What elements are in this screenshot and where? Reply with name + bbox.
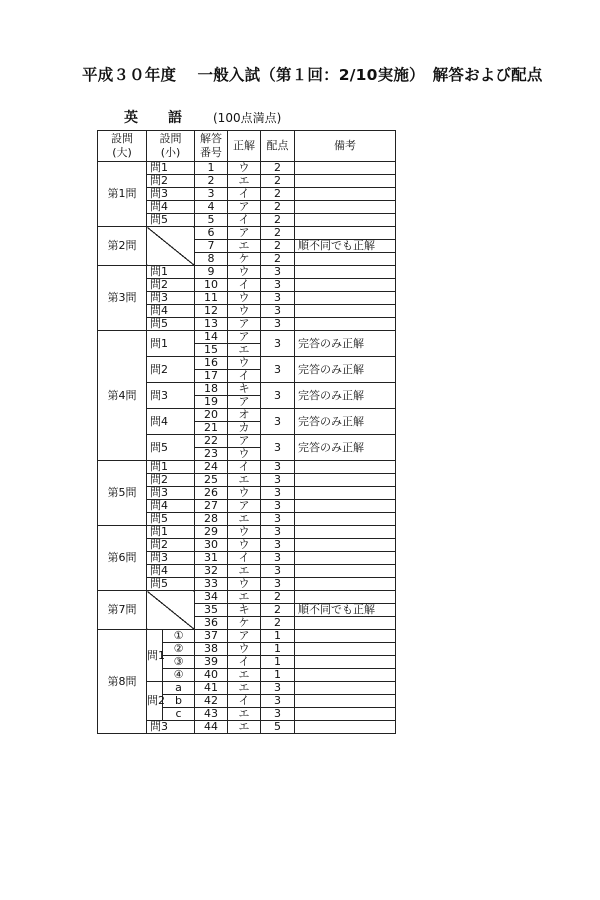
q1-label: 第1問 bbox=[98, 162, 147, 227]
answer-number: 42 bbox=[195, 695, 228, 708]
header-minor: 設問 (小) bbox=[147, 131, 195, 162]
answer-number: 22 bbox=[195, 435, 228, 448]
remark-cell bbox=[295, 201, 396, 214]
header-remarks: 備考 bbox=[295, 131, 396, 162]
answer-value: ケ bbox=[228, 617, 261, 630]
header-points: 配点 bbox=[261, 131, 295, 162]
answer-value: エ bbox=[228, 240, 261, 253]
points-value: 3 bbox=[261, 539, 295, 552]
points-value: 3 bbox=[261, 552, 295, 565]
answer-number: 10 bbox=[195, 279, 228, 292]
points-value: 3 bbox=[261, 526, 295, 539]
table-row bbox=[98, 266, 396, 279]
sub-label: 問1 bbox=[147, 630, 163, 682]
sub-label: 問4 bbox=[147, 565, 195, 578]
remark-cell bbox=[295, 318, 396, 331]
table-row bbox=[98, 461, 396, 474]
sub-label: 問4 bbox=[147, 500, 195, 513]
answer-value: ウ bbox=[228, 526, 261, 539]
remark-cell bbox=[295, 643, 396, 656]
remark-cell: 順不同でも正解 bbox=[295, 240, 396, 253]
remark-cell: 順不同でも正解 bbox=[295, 604, 396, 617]
answer-number: 34 bbox=[195, 591, 228, 604]
sub-label: 問5 bbox=[147, 318, 195, 331]
points-value: 1 bbox=[261, 643, 295, 656]
answer-value: エ bbox=[228, 721, 261, 734]
points-value: 2 bbox=[261, 604, 295, 617]
remark-cell bbox=[295, 279, 396, 292]
answer-value: エ bbox=[228, 682, 261, 695]
remark-cell bbox=[295, 617, 396, 630]
points-value: 1 bbox=[261, 630, 295, 643]
answer-value: イ bbox=[228, 461, 261, 474]
header-answer: 正解 bbox=[228, 131, 261, 162]
answer-value: イ bbox=[228, 188, 261, 201]
diagonal-cell bbox=[147, 591, 195, 630]
points-value: 3 bbox=[261, 331, 295, 357]
remark-cell: 完答のみ正解 bbox=[295, 383, 396, 409]
remark-cell bbox=[295, 578, 396, 591]
answer-number: 7 bbox=[195, 240, 228, 253]
q4-label: 第4問 bbox=[98, 331, 147, 461]
remark-cell bbox=[295, 630, 396, 643]
answer-number: 6 bbox=[195, 227, 228, 240]
answer-value: エ bbox=[228, 669, 261, 682]
q6-label: 第6問 bbox=[98, 526, 147, 591]
sub-label: 問2 bbox=[147, 474, 195, 487]
answer-value: ウ bbox=[228, 266, 261, 279]
points-value: 1 bbox=[261, 669, 295, 682]
points-value: 3 bbox=[261, 279, 295, 292]
answer-value: キ bbox=[228, 604, 261, 617]
answer-number: 35 bbox=[195, 604, 228, 617]
answer-value: イ bbox=[228, 695, 261, 708]
answer-value: ア bbox=[228, 331, 261, 344]
answer-value: ウ bbox=[228, 578, 261, 591]
sub-label: 問5 bbox=[147, 513, 195, 526]
sub-label: 問5 bbox=[147, 578, 195, 591]
sub-label: 問3 bbox=[147, 383, 195, 409]
points-value: 2 bbox=[261, 214, 295, 227]
item-label: a bbox=[163, 682, 195, 695]
remark-cell bbox=[295, 175, 396, 188]
answer-number: 43 bbox=[195, 708, 228, 721]
sub-label: 問2 bbox=[147, 539, 195, 552]
answer-value: ウ bbox=[228, 539, 261, 552]
points-value: 3 bbox=[261, 578, 295, 591]
sub-label: 問2 bbox=[147, 357, 195, 383]
answer-value: ア bbox=[228, 396, 261, 409]
answer-number: 1 bbox=[195, 162, 228, 175]
item-label: b bbox=[163, 695, 195, 708]
answer-number: 30 bbox=[195, 539, 228, 552]
item-label: ① bbox=[163, 630, 195, 643]
answer-number: 16 bbox=[195, 357, 228, 370]
table-header-row bbox=[98, 131, 396, 162]
header-major: 設問 (大) bbox=[98, 131, 147, 162]
answer-number: 21 bbox=[195, 422, 228, 435]
answer-number: 12 bbox=[195, 305, 228, 318]
answer-number: 29 bbox=[195, 526, 228, 539]
points-value: 3 bbox=[261, 409, 295, 435]
q8-label: 第8問 bbox=[98, 630, 147, 734]
page-title: 平成３０年度 一般入試（第１回：2/10実施） 解答および配点 bbox=[82, 66, 543, 84]
remark-cell: 完答のみ正解 bbox=[295, 435, 396, 461]
answer-number: 11 bbox=[195, 292, 228, 305]
answer-value: エ bbox=[228, 474, 261, 487]
answer-value: ア bbox=[228, 201, 261, 214]
answer-number: 31 bbox=[195, 552, 228, 565]
sub-label: 問4 bbox=[147, 201, 195, 214]
points-value: 3 bbox=[261, 305, 295, 318]
points-value: 3 bbox=[261, 435, 295, 461]
points-value: 2 bbox=[261, 201, 295, 214]
sub-label: 問2 bbox=[147, 682, 163, 721]
answer-value: ア bbox=[228, 630, 261, 643]
answer-value: エ bbox=[228, 175, 261, 188]
q7-label: 第7問 bbox=[98, 591, 147, 630]
points-value: 5 bbox=[261, 721, 295, 734]
sub-label: 問2 bbox=[147, 175, 195, 188]
remark-cell bbox=[295, 682, 396, 695]
answer-value: キ bbox=[228, 383, 261, 396]
points-value: 3 bbox=[261, 318, 295, 331]
answer-number: 23 bbox=[195, 448, 228, 461]
answer-table bbox=[97, 130, 396, 734]
sub-label: 問1 bbox=[147, 331, 195, 357]
answer-value: エ bbox=[228, 591, 261, 604]
answer-value: カ bbox=[228, 422, 261, 435]
points-value: 3 bbox=[261, 266, 295, 279]
remark-cell: 完答のみ正解 bbox=[295, 357, 396, 383]
remark-cell bbox=[295, 474, 396, 487]
answer-number: 13 bbox=[195, 318, 228, 331]
table-row bbox=[98, 630, 396, 643]
sub-label: 問4 bbox=[147, 409, 195, 435]
points-value: 3 bbox=[261, 695, 295, 708]
points-value: 2 bbox=[261, 162, 295, 175]
answer-number: 4 bbox=[195, 201, 228, 214]
remark-cell bbox=[295, 500, 396, 513]
answer-number: 25 bbox=[195, 474, 228, 487]
answer-number: 44 bbox=[195, 721, 228, 734]
remark-cell bbox=[295, 721, 396, 734]
sub-label: 問3 bbox=[147, 292, 195, 305]
points-value: 3 bbox=[261, 682, 295, 695]
answer-number: 17 bbox=[195, 370, 228, 383]
subject-label: 英 語 bbox=[124, 110, 190, 126]
item-label: ④ bbox=[163, 669, 195, 682]
points-value: 2 bbox=[261, 227, 295, 240]
points-value: 3 bbox=[261, 565, 295, 578]
sub-label: 問5 bbox=[147, 435, 195, 461]
points-value: 2 bbox=[261, 175, 295, 188]
answer-value: エ bbox=[228, 513, 261, 526]
remark-cell bbox=[295, 214, 396, 227]
points-value: 3 bbox=[261, 292, 295, 305]
total-points-label: (100点満点) bbox=[213, 111, 282, 125]
answer-value: エ bbox=[228, 708, 261, 721]
answer-value: ア bbox=[228, 318, 261, 331]
answer-value: ア bbox=[228, 500, 261, 513]
points-value: 3 bbox=[261, 513, 295, 526]
points-value: 3 bbox=[261, 461, 295, 474]
sub-label: 問3 bbox=[147, 552, 195, 565]
answer-value: イ bbox=[228, 279, 261, 292]
answer-number: 28 bbox=[195, 513, 228, 526]
remark-cell bbox=[295, 669, 396, 682]
table-row bbox=[98, 331, 396, 344]
answer-value: イ bbox=[228, 656, 261, 669]
remark-cell: 完答のみ正解 bbox=[295, 409, 396, 435]
remark-cell bbox=[295, 266, 396, 279]
sub-label: 問4 bbox=[147, 305, 195, 318]
answer-value: ウ bbox=[228, 643, 261, 656]
answer-value: イ bbox=[228, 552, 261, 565]
answer-number: 27 bbox=[195, 500, 228, 513]
answer-value: ア bbox=[228, 227, 261, 240]
points-value: 2 bbox=[261, 240, 295, 253]
sub-label: 問5 bbox=[147, 214, 195, 227]
answer-value: ウ bbox=[228, 487, 261, 500]
points-value: 3 bbox=[261, 357, 295, 383]
answer-number: 14 bbox=[195, 331, 228, 344]
sub-label: 問2 bbox=[147, 279, 195, 292]
points-value: 3 bbox=[261, 708, 295, 721]
remark-cell bbox=[295, 539, 396, 552]
remark-cell: 完答のみ正解 bbox=[295, 331, 396, 357]
answer-number: 39 bbox=[195, 656, 228, 669]
remark-cell bbox=[295, 656, 396, 669]
item-label: c bbox=[163, 708, 195, 721]
answer-value: ウ bbox=[228, 162, 261, 175]
answer-value: ウ bbox=[228, 292, 261, 305]
answer-number: 41 bbox=[195, 682, 228, 695]
answer-value: オ bbox=[228, 409, 261, 422]
remark-cell bbox=[295, 513, 396, 526]
table-row bbox=[98, 162, 396, 175]
points-value: 2 bbox=[261, 617, 295, 630]
remark-cell bbox=[295, 708, 396, 721]
answer-value: エ bbox=[228, 344, 261, 357]
answer-number: 8 bbox=[195, 253, 228, 266]
sub-label: 問3 bbox=[147, 487, 195, 500]
answer-number: 36 bbox=[195, 617, 228, 630]
answer-value: イ bbox=[228, 214, 261, 227]
remark-cell bbox=[295, 253, 396, 266]
points-value: 2 bbox=[261, 253, 295, 266]
sub-label: 問1 bbox=[147, 162, 195, 175]
answer-value: ウ bbox=[228, 448, 261, 461]
points-value: 2 bbox=[261, 591, 295, 604]
q2-label: 第2問 bbox=[98, 227, 147, 266]
sub-label: 問1 bbox=[147, 526, 195, 539]
q5-label: 第5問 bbox=[98, 461, 147, 526]
diagonal-cell bbox=[147, 227, 195, 266]
sub-label: 問3 bbox=[147, 188, 195, 201]
sub-label: 問1 bbox=[147, 461, 195, 474]
points-value: 2 bbox=[261, 188, 295, 201]
answer-number: 33 bbox=[195, 578, 228, 591]
answer-value: ア bbox=[228, 435, 261, 448]
answer-number: 3 bbox=[195, 188, 228, 201]
answer-number: 20 bbox=[195, 409, 228, 422]
answer-number: 15 bbox=[195, 344, 228, 357]
answer-number: 5 bbox=[195, 214, 228, 227]
remark-cell bbox=[295, 461, 396, 474]
remark-cell bbox=[295, 292, 396, 305]
table-row bbox=[98, 227, 396, 240]
points-value: 3 bbox=[261, 487, 295, 500]
header-number: 解答 番号 bbox=[195, 131, 228, 162]
points-value: 3 bbox=[261, 500, 295, 513]
answer-number: 32 bbox=[195, 565, 228, 578]
answer-number: 24 bbox=[195, 461, 228, 474]
remark-cell bbox=[295, 305, 396, 318]
answer-number: 9 bbox=[195, 266, 228, 279]
remark-cell bbox=[295, 591, 396, 604]
points-value: 1 bbox=[261, 656, 295, 669]
answer-number: 37 bbox=[195, 630, 228, 643]
remark-cell bbox=[295, 552, 396, 565]
answer-value: ケ bbox=[228, 253, 261, 266]
q3-label: 第3問 bbox=[98, 266, 147, 331]
item-label: ③ bbox=[163, 656, 195, 669]
answer-number: 40 bbox=[195, 669, 228, 682]
remark-cell bbox=[295, 162, 396, 175]
remark-cell bbox=[295, 487, 396, 500]
table-row bbox=[98, 526, 396, 539]
sub-label: 問3 bbox=[147, 721, 195, 734]
points-value: 3 bbox=[261, 474, 295, 487]
answer-number: 2 bbox=[195, 175, 228, 188]
points-value: 3 bbox=[261, 383, 295, 409]
answer-number: 26 bbox=[195, 487, 228, 500]
answer-number: 38 bbox=[195, 643, 228, 656]
answer-value: イ bbox=[228, 370, 261, 383]
item-label: ② bbox=[163, 643, 195, 656]
remark-cell bbox=[295, 227, 396, 240]
answer-value: ウ bbox=[228, 305, 261, 318]
answer-number: 19 bbox=[195, 396, 228, 409]
answer-number: 18 bbox=[195, 383, 228, 396]
remark-cell bbox=[295, 695, 396, 708]
answer-value: エ bbox=[228, 565, 261, 578]
sub-label: 問1 bbox=[147, 266, 195, 279]
remark-cell bbox=[295, 188, 396, 201]
remark-cell bbox=[295, 526, 396, 539]
answer-value: ウ bbox=[228, 357, 261, 370]
remark-cell bbox=[295, 565, 396, 578]
table-row bbox=[98, 591, 396, 604]
